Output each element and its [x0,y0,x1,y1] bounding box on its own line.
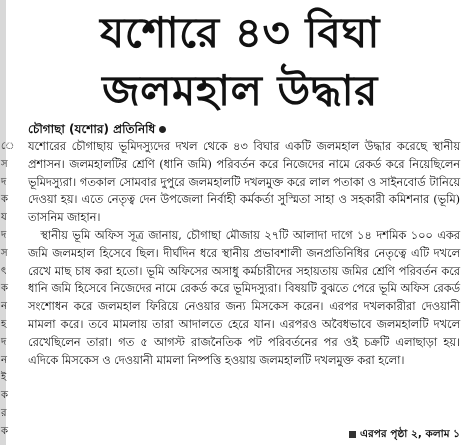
square-bullet-icon [349,431,356,438]
continuation-text: এরপর পৃষ্ঠা ২, কলাম ১ [360,428,460,440]
continuation-note [349,427,460,444]
byline-text: চৌগাছা (যশোর) প্রতিনিধি [28,122,156,136]
adjacent-column-fragment [1,138,15,441]
gutter-char: স [1,247,8,259]
bullet-dot-icon [159,126,166,133]
gutter-char: য [1,212,7,224]
gutter-char: ই [1,372,7,384]
paragraph-2: স্থানীয় ভূমি অফিস সূত্র জানায়, চৌগাছা মৌজায় ২৭টি আলাদা দাগে ১৪ দশমিক ১০০ একর জমি জলমহাল হিসেবে ছিল। দীর্ঘদিন ধরে স্থানীয় প্রভাবশালী জনপ্রতিনিধির নেতৃত্বে এটি দখলে রেখে মাছ চাষ করা হতো। ভূমি অফিসের অসাধু কর্মচারীদের সহায়তায় জমির শ্রেণি পরিবর্তন করে ধানি জমি হিসেবে নিজেদের নামে রেকর্ড করে ভূমিদস্যুরা। বিষয়টি বুঝতে পেরে ভূমি অফিস রেকর্ড সংশোধন করে জলমহাল ফিরিয়ে নেওয়ার জন্য মিসকেস করেন। এরপর দখলকারীরা দেওয়ানী মামলা করে। তবে মামলায় তারা আদালতে হেরে যান। এরপরও অবৈধভাবে জলমহালটি দখলে রেখেছিলেন তারা। গত ৫ আগস্ট রাজনৈতিক পট পরিবর্তনের পর ওই চক্রটি এলাছাড়া হয়। এদিকে মিসকেস ও দেওয়ানী মামলা নিষ্পত্তি হওয়ায় জলমহালটি দখলমুক্ত করা হলো। [28,228,460,367]
article-body [28,138,460,369]
gutter-char: ন [1,301,7,313]
gutter-char: দ [1,229,7,241]
gutter-char: ক [1,425,8,437]
gutter-char: দ [1,336,7,348]
gutter-char: ক [1,194,8,206]
headline-line-2: জলমহাল উদ্ধার [102,66,378,115]
gutter-char: র [1,407,7,419]
gutter-char: স [1,158,8,170]
gutter-char: ক [1,283,8,295]
paragraph-1: যশোরের চৌগাছায় ভূমিদস্যুদের দখল থেকে ৪৩ বিঘার একটি জলমহাল উদ্ধার করেছে স্থানীয় প্রশাসন। জলমহালটির শ্রেণি (ধানি জমি) পরিবর্তন করে নিজেদের নামে রেকর্ড করে নিয়েছিলেন ভূমিদস্যুরা। গতকাল সোমবার দুপুরে জলমহালটি দখলমুক্ত করে লাল পতাকা ও সাইনবোর্ড টানিয়ে দেওয়া হয়। এতে নেতৃত্ব দেন উপজেলা নির্বাহী কর্মকর্তা সুস্মিতা সাহা ও সহকারী কমিশনার (ভূমি) তাসনিম জাহান। [28,140,460,225]
gutter-char: দ [1,176,7,188]
gutter-char: ন [1,354,7,366]
byline [28,121,468,137]
gutter-char: ে [1,141,15,152]
headline-line-1: যশোরে ৪৩ বিঘা [100,8,380,57]
gutter-char: ক [1,390,8,402]
headline [20,4,460,120]
gutter-char: ৎ [1,265,7,277]
gutter-char: হ [1,318,7,330]
